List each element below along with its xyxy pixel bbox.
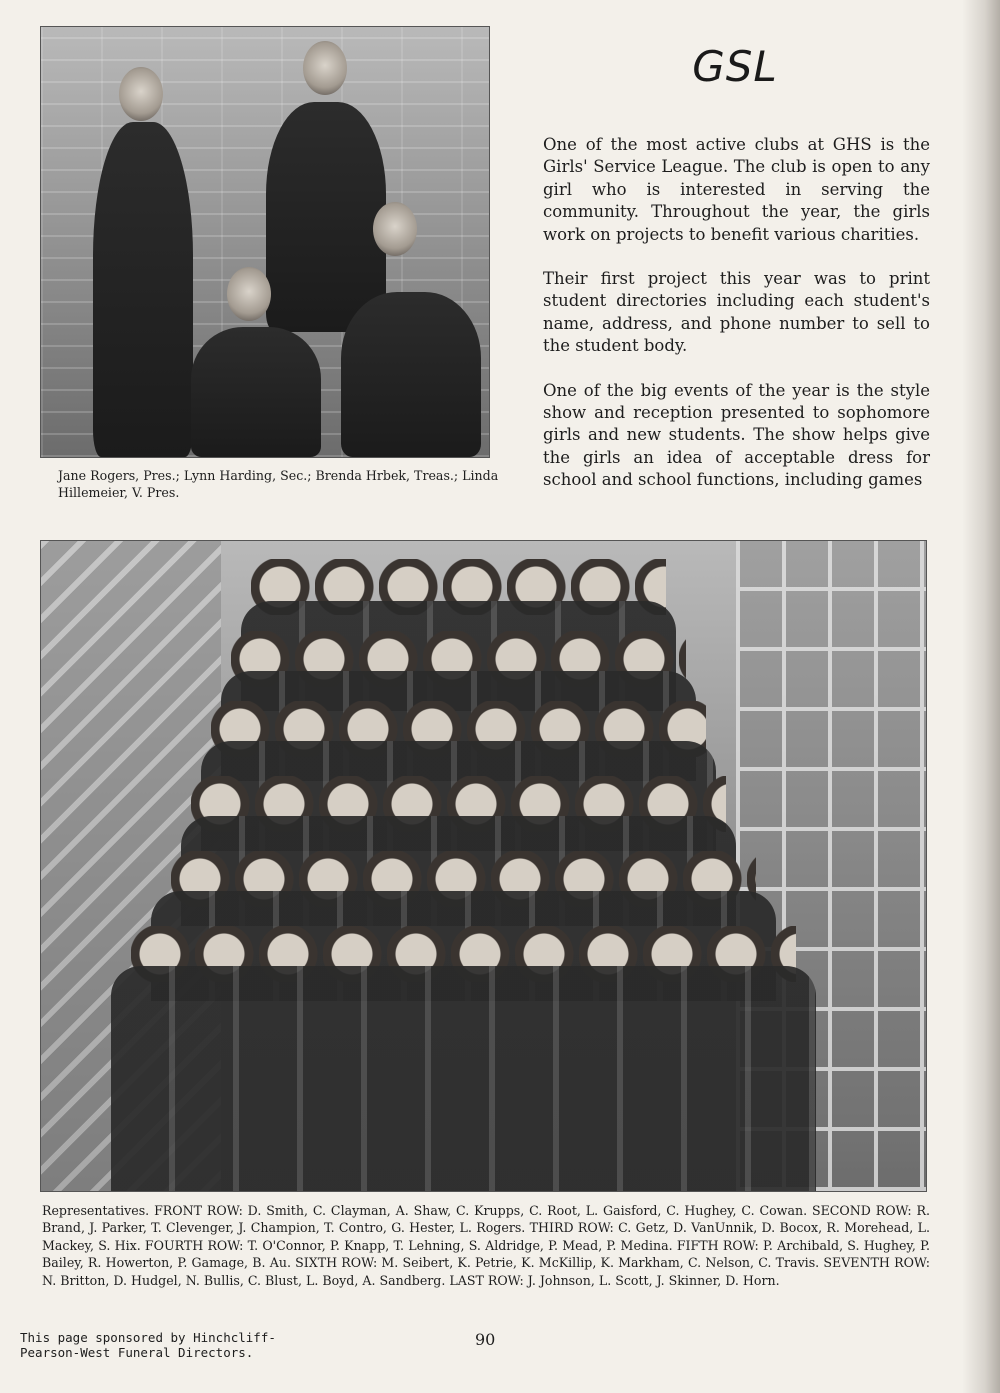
- sponsor-note: This page sponsored by Hinchcliff-Pearson-West Funeral Directors.: [20, 1330, 276, 1360]
- paragraph: One of the most active clubs at GHS is the Girls' Service League. The club is open to any girl who is interested in serving the community. Throughout the year, the girls work on projects to benefit various charities.: [543, 135, 930, 244]
- officer-head: [373, 202, 417, 256]
- paragraph: One of the big events of the year is the style show and reception presented to sophomore girls and new students. The show helps give the girls an idea of acceptable dress for school and school functions, including games: [543, 380, 930, 490]
- officer-head: [303, 41, 347, 95]
- officer-figure: [191, 327, 321, 457]
- paragraph: Their first project this year was to print student directories including each student's name, address, and phone number to sell to the student body.: [543, 269, 930, 356]
- page-title: GSL: [692, 42, 778, 91]
- officer-figure: [266, 102, 386, 332]
- officer-figure: [341, 292, 481, 457]
- officer-head: [119, 67, 163, 121]
- officers-caption: Jane Rogers, Pres.; Lynn Harding, Sec.; Brenda Hrbek, Treas.; Linda Hillemeier, V. Pres.: [58, 468, 499, 500]
- officers-photo: [40, 26, 490, 458]
- article-body: [543, 134, 930, 514]
- group-photo: [40, 540, 927, 1192]
- crowd-row: [111, 966, 816, 1191]
- officer-figure: [93, 122, 193, 457]
- officer-head: [227, 267, 271, 321]
- page-number: 90: [475, 1330, 496, 1349]
- group-caption: Representatives. FRONT ROW: D. Smith, C. Clayman, A. Shaw, C. Krupps, C. Root, L. Gaisford, C. Hughey, C. Cowan. SECOND ROW: R. Brand, J. Parker, T. Clevenger, J. Champion, T. Contro, G. Hester, L. Rogers. THIRD ROW: C. Getz, D. VanUnnik, D. Bocox, R. Morehead, L. Mackey, S. Hix. FOURTH ROW: T. O'Connor, P. Knapp, T. Lehning, S. Aldridge, P. Mead, P. Medina. FIFTH ROW: P. Archibald, S. Hughey, P. Bailey, R. Howerton, P. Gamage, B. Au. SIXTH ROW: M. Seibert, K. Petrie, K. McKillip, K. Markham, C. Nelson, C. Travis. SEVENTH ROW: N. Britton, D. Hudgel, N. Bullis, C. Blust, L. Boyd, A. Sandberg. LAST ROW: J. Johnson, L. Scott, J. Skinner, D. Horn.: [42, 1203, 930, 1288]
- page-gutter-shadow: [962, 0, 1000, 1393]
